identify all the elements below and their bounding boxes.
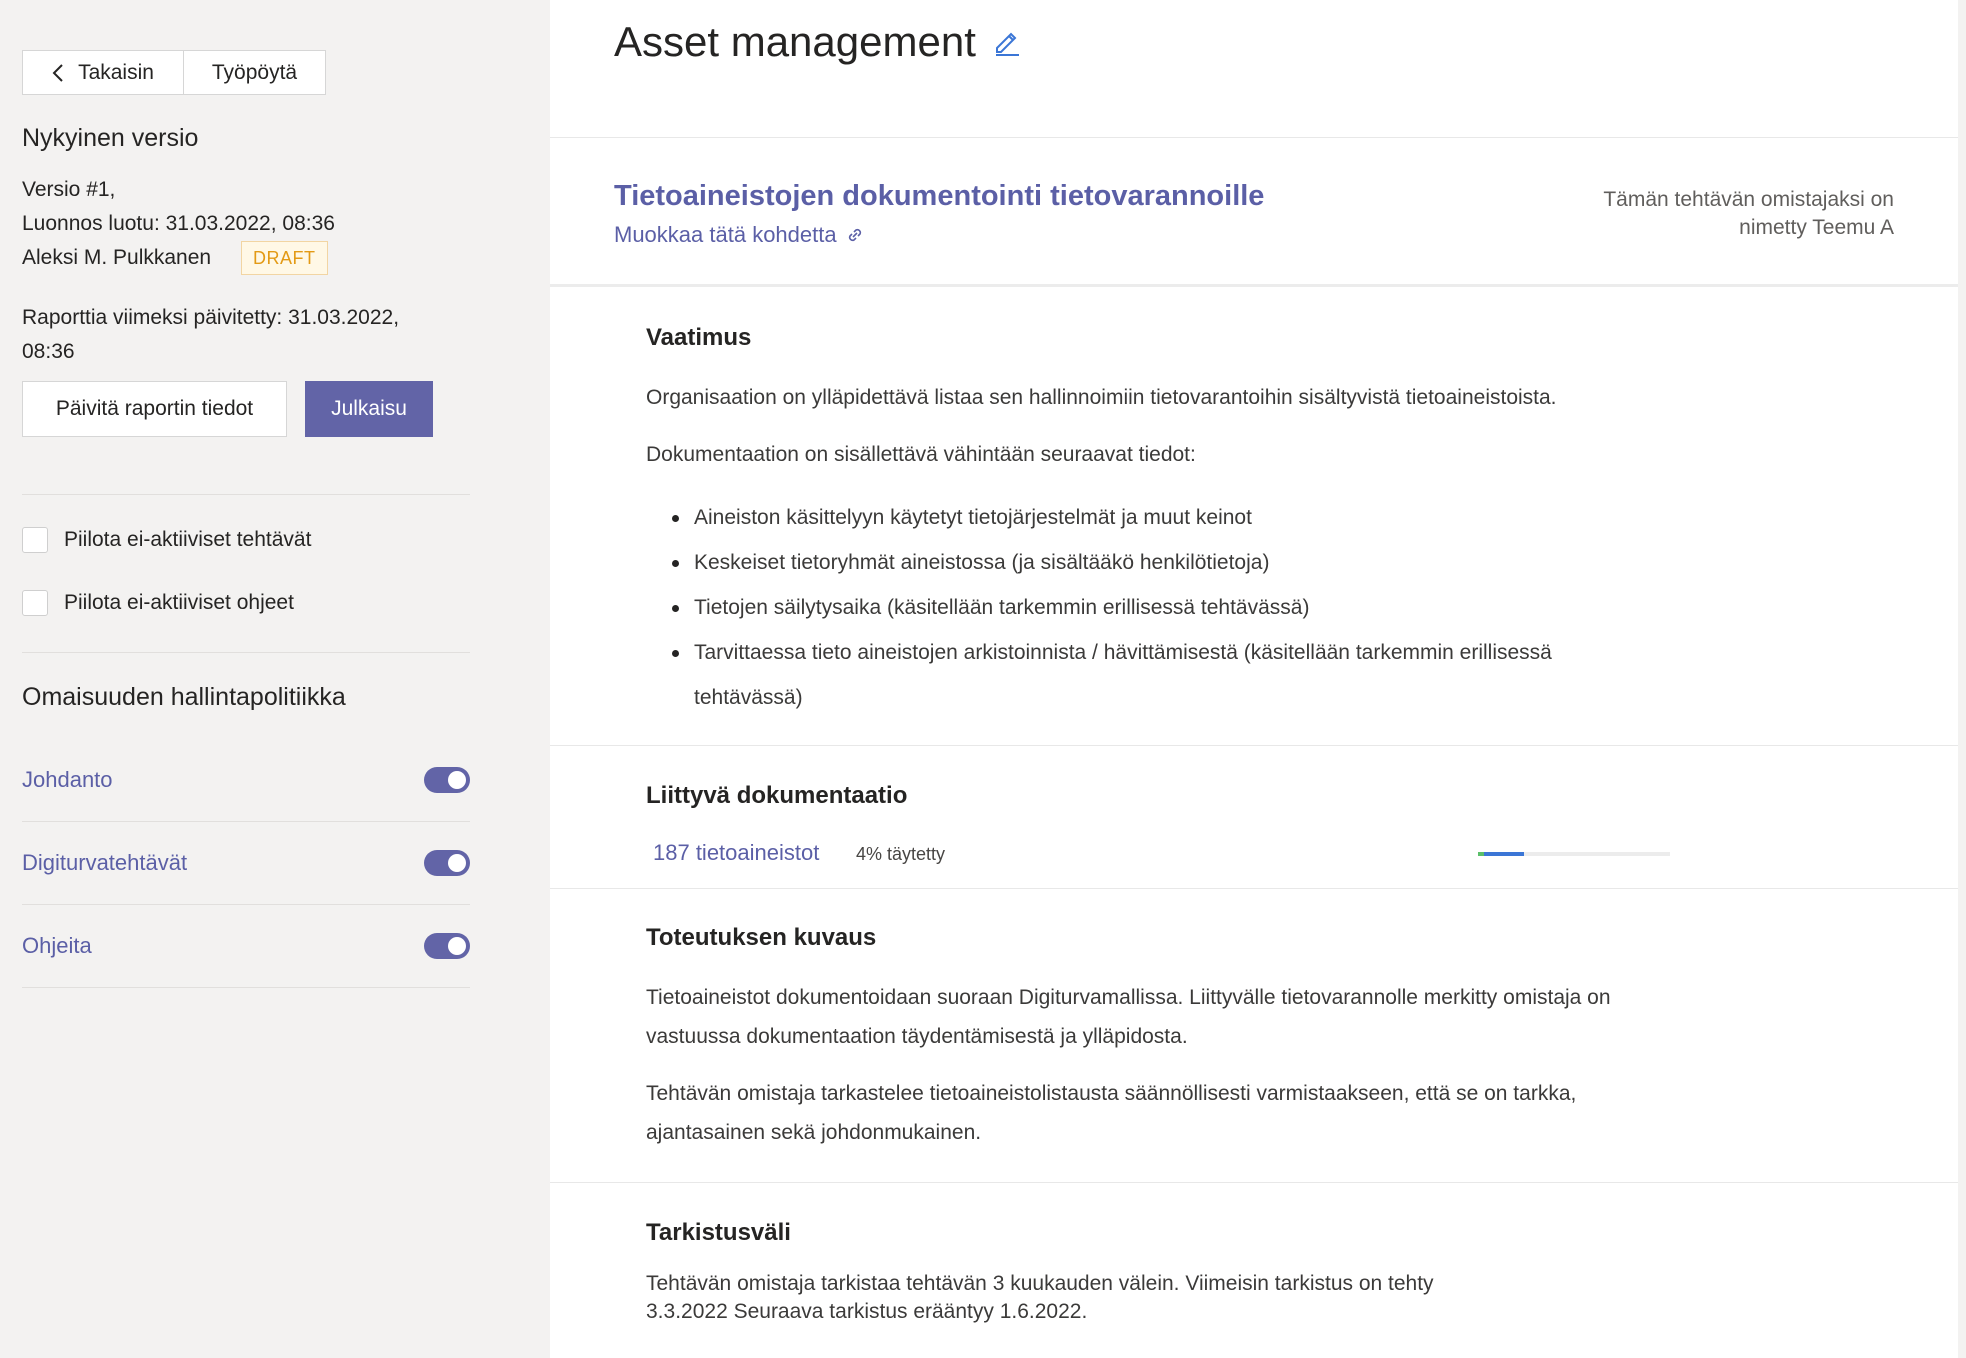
checkbox-box[interactable] (22, 527, 48, 553)
policy-heading: Omaisuuden hallintapolitiikka (22, 683, 346, 711)
edit-title-icon[interactable] (992, 27, 1022, 57)
policy-item-digiturvatehtavat[interactable] (22, 822, 470, 905)
list-item: Tarvittaessa tieto aineistojen arkistoinnista / hävittämisestä (käsitellään tarkemmin erillisessä tehtävässä) (646, 630, 1646, 720)
sidebar (0, 0, 550, 1358)
back-button[interactable] (23, 51, 184, 94)
requirement-heading: Vaatimus (646, 324, 752, 351)
checkbox-label: Piilota ei-aktiiviset ohjeet (64, 591, 294, 614)
back-button-label: Takaisin (78, 60, 154, 84)
implementation-paragraph-2: Tehtävän omistaja tarkastelee tietoaineistolistausta säännöllisesti varmistaakseen, että se on tarkka, ajantasainen sekä johdonmukainen. (646, 1082, 1577, 1144)
list-item: Keskeiset tietoryhmät aineistossa (ja sisältääkö henkilötietoja) (646, 540, 1646, 585)
progress-start-marker (1478, 852, 1484, 856)
report-updated-line2: 08:36 (22, 340, 75, 363)
completion-progress-bar (1478, 852, 1670, 856)
task-title: Tietoaineistojen dokumentointi tietovarannoille (614, 180, 1265, 212)
policy-item-johdanto[interactable] (22, 739, 470, 822)
task-owner-info (1534, 186, 1894, 242)
review-line2: 3.3.2022 Seuraava tarkistus erääntyy 1.6.2022. (646, 1300, 1088, 1323)
toggle-knob (448, 771, 466, 789)
policy-toggle[interactable] (424, 933, 470, 959)
policy-toggle[interactable] (424, 767, 470, 793)
main-content (550, 0, 1958, 1358)
publish-button[interactable]: Julkaisu (305, 381, 433, 437)
policy-item-ohjeita[interactable] (22, 905, 470, 988)
owner-line2: nimetty Teemu A (1739, 216, 1894, 239)
policy-item-label[interactable]: Digiturvatehtävät (22, 850, 188, 875)
link-icon (845, 225, 865, 245)
sidebar-divider (22, 494, 470, 495)
author-name: Aleksi M. Pulkkanen (22, 246, 212, 269)
update-report-button[interactable]: Päivitä raportin tiedot (22, 381, 287, 437)
review-interval-text (646, 1270, 1686, 1326)
checkbox-label: Piilota ei-aktiiviset tehtävät (64, 528, 312, 551)
edit-item-link-label[interactable]: Muokkaa tätä kohdetta (614, 222, 837, 247)
nav-button-group (22, 50, 326, 95)
datasets-link[interactable]: 187 tietoaineistot (653, 840, 820, 865)
policy-item-label[interactable]: Johdanto (22, 767, 113, 792)
list-item: Aineiston käsittelyyn käytetyt tietojärjestelmät ja muut keinot (646, 495, 1646, 540)
report-updated-line1: Raporttia viimeksi päivitetty: 31.03.2022, (22, 306, 400, 329)
progress-fill (1478, 852, 1524, 856)
dashboard-button[interactable] (184, 51, 325, 94)
scrollbar-gutter (1958, 0, 1966, 1358)
chevron-left-icon (52, 63, 64, 83)
implementation-paragraph-1: Tietoaineistot dokumentoidaan suoraan Digiturvamallissa. Liittyvälle tietovarannolle merkitty omistaja on vastuussa dokumentaation täydentämisestä ja ylläpidosta. (646, 986, 1611, 1048)
toggle-knob (448, 937, 466, 955)
header-divider (550, 137, 1958, 138)
review-line1: Tehtävän omistaja tarkistaa tehtävän 3 kuukauden välein. Viimeisin tarkistus on tehty (646, 1272, 1434, 1295)
review-interval-heading: Tarkistusväli (646, 1219, 791, 1246)
hide-inactive-guides-checkbox[interactable] (22, 590, 294, 616)
section-divider (550, 1182, 1958, 1183)
task-divider (550, 284, 1958, 287)
owner-line1: Tämän tehtävän omistajaksi on (1603, 188, 1894, 211)
sidebar-divider (22, 652, 470, 653)
list-item: Tietojen säilytysaika (käsitellään tarkemmin erillisessä tehtävässä) (646, 585, 1646, 630)
page-title-text: Asset management (614, 18, 976, 65)
hide-inactive-tasks-checkbox[interactable] (22, 527, 311, 553)
section-divider (550, 745, 1958, 746)
related-docs-heading: Liittyvä dokumentaatio (646, 782, 908, 809)
requirement-paragraph-1: Organisaation on ylläpidettävä listaa sen hallinnoimiin tietovarantoihin sisältyvistä tietoaineistoista. (646, 386, 1557, 409)
completion-percent: 4% täytetty (856, 844, 946, 864)
requirement-paragraph-2: Dokumentaation on sisällettävä vähintään seuraavat tiedot: (646, 443, 1196, 466)
requirement-list (646, 495, 1646, 720)
current-version-heading: Nykyinen versio (22, 124, 199, 152)
page-title (614, 18, 1022, 66)
section-divider (550, 888, 1958, 889)
edit-item-link[interactable] (614, 222, 865, 248)
policy-toggle[interactable] (424, 850, 470, 876)
policy-item-label[interactable]: Ohjeita (22, 933, 92, 958)
implementation-heading: Toteutuksen kuvaus (646, 924, 877, 951)
version-number: Versio #1, (22, 178, 116, 201)
draft-created-date: Luonnos luotu: 31.03.2022, 08:36 (22, 212, 335, 235)
draft-status-badge: DRAFT (241, 241, 328, 275)
checkbox-box[interactable] (22, 590, 48, 616)
dashboard-button-label: Työpöytä (211, 60, 298, 84)
toggle-knob (448, 854, 466, 872)
